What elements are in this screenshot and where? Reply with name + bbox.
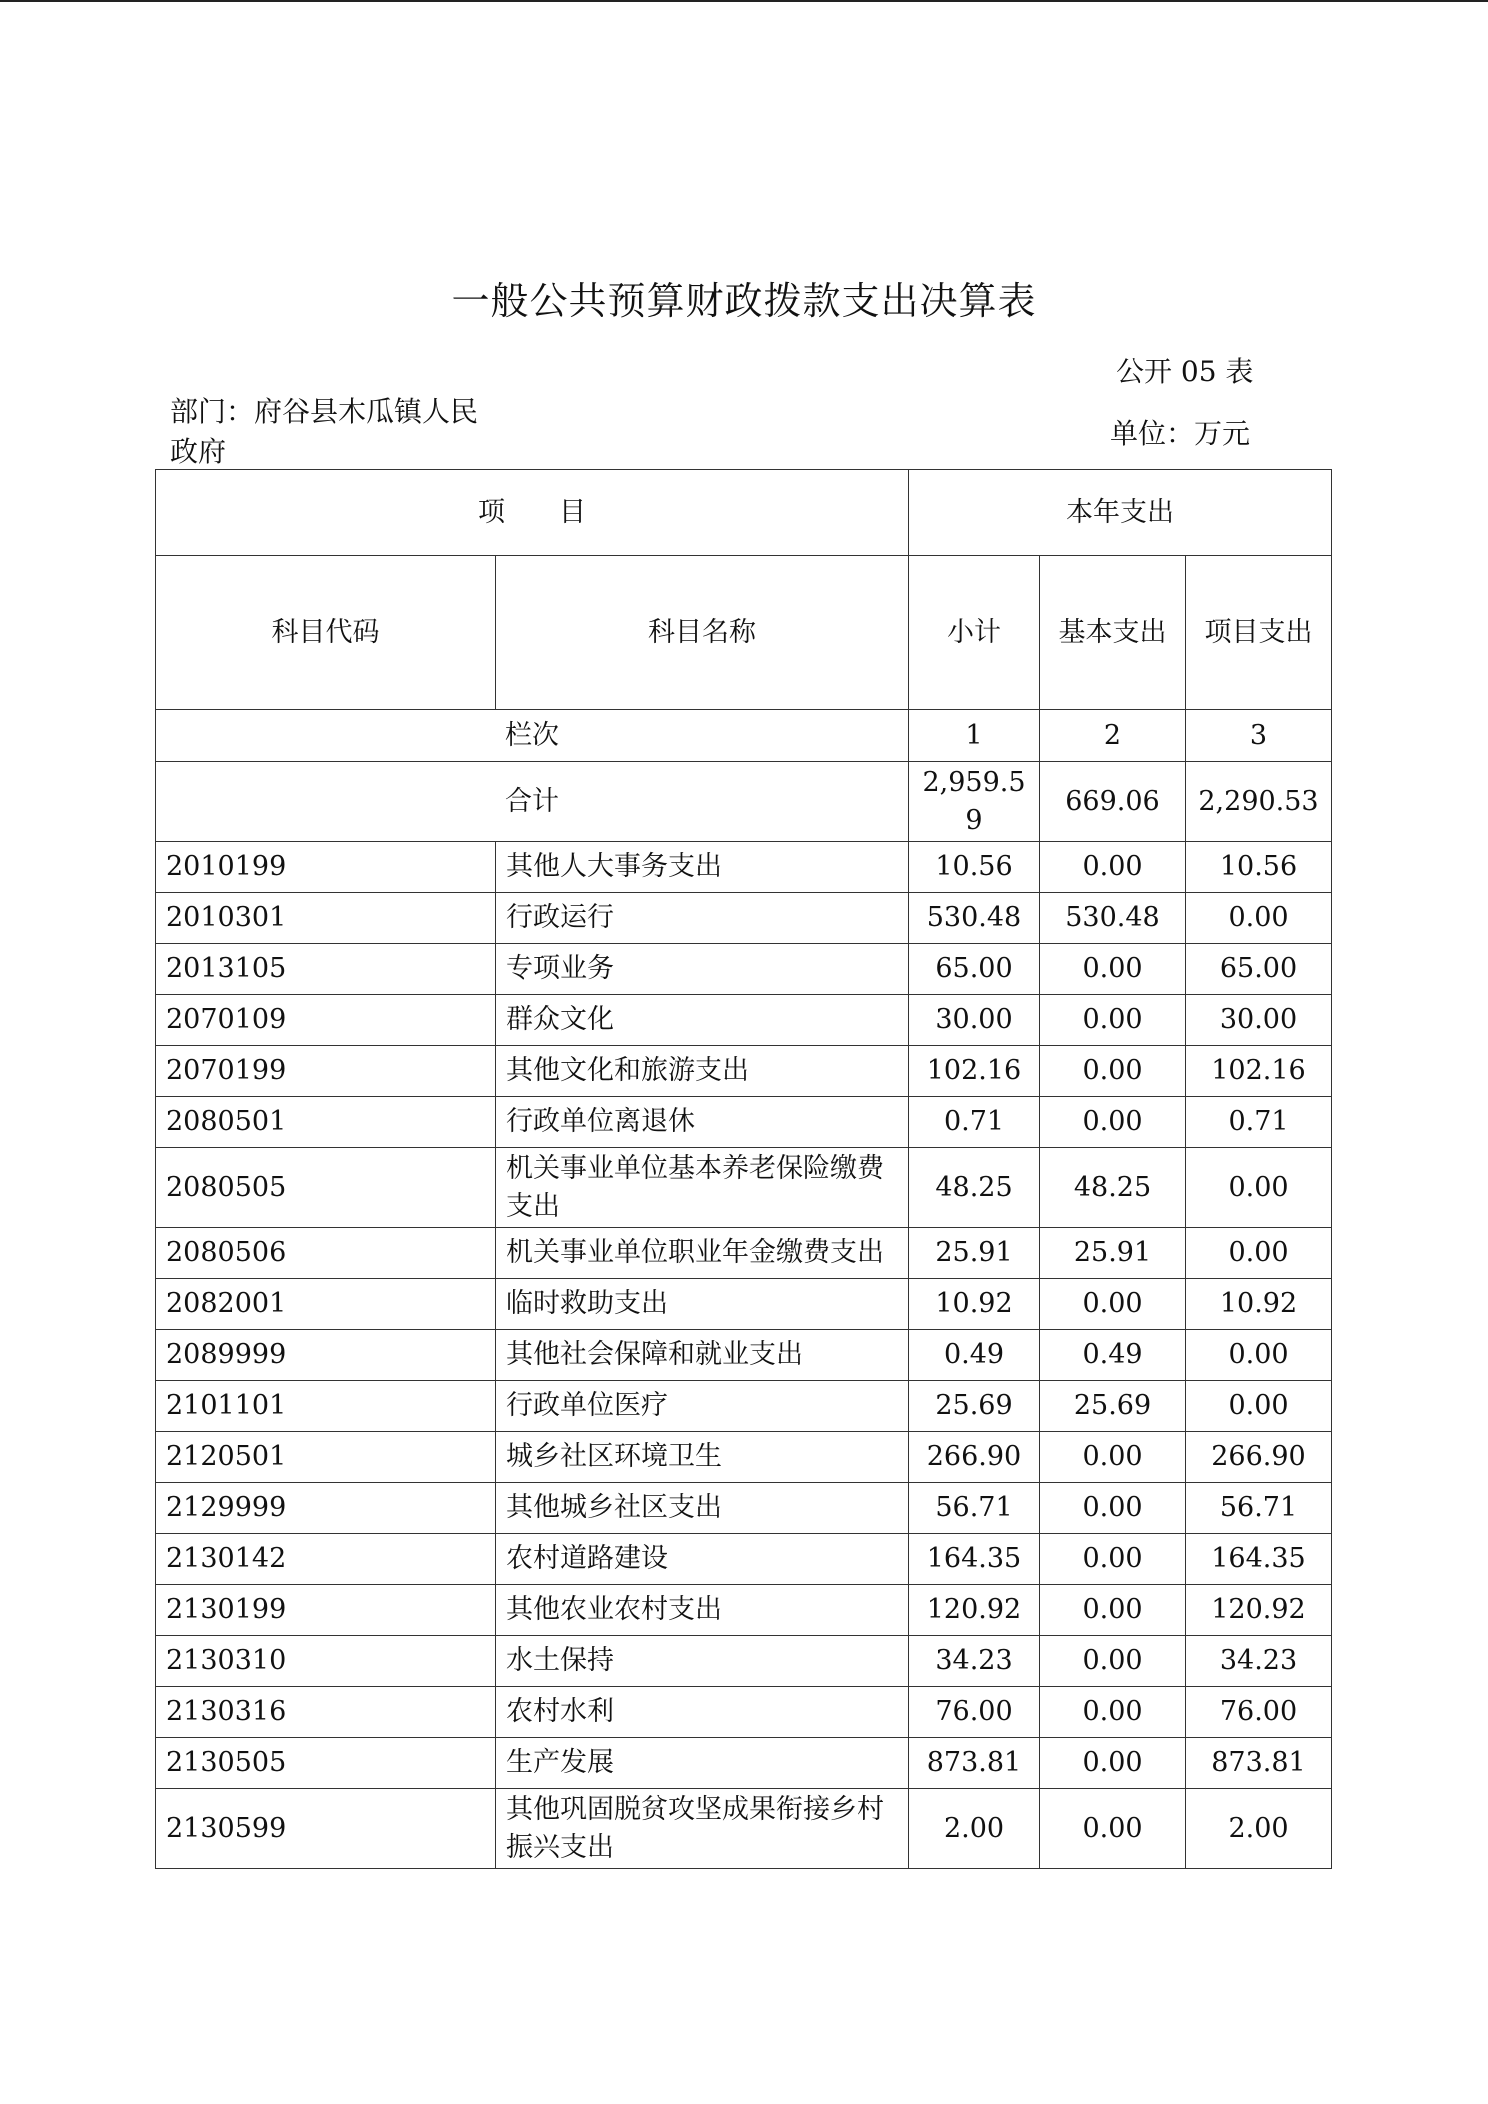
row-name: 专项业务 (496, 944, 909, 995)
row-code: 2070109 (156, 995, 496, 1046)
row-subtotal: 30.00 (909, 995, 1040, 1046)
row-code: 2010301 (156, 893, 496, 944)
row-project: 76.00 (1186, 1687, 1332, 1738)
table-row (156, 1534, 1332, 1585)
header-project: 项 目 (156, 470, 909, 556)
row-code: 2089999 (156, 1330, 496, 1381)
table-row (156, 1483, 1332, 1534)
row-basic: 0.00 (1040, 1738, 1186, 1789)
row-name: 行政运行 (496, 893, 909, 944)
row-project: 0.00 (1186, 893, 1332, 944)
form-number: 公开 05 表 (1116, 355, 1254, 388)
row-project: 0.71 (1186, 1097, 1332, 1148)
row-project: 10.56 (1186, 842, 1332, 893)
table-row (156, 944, 1332, 995)
table-row (156, 1687, 1332, 1738)
row-name: 其他文化和旅游支出 (496, 1046, 909, 1097)
table-row (156, 1228, 1332, 1279)
row-code: 2013105 (156, 944, 496, 995)
row-basic: 0.00 (1040, 1687, 1186, 1738)
table-row (156, 1636, 1332, 1687)
row-basic: 0.00 (1040, 1279, 1186, 1330)
table-row (156, 1330, 1332, 1381)
total-project: 2,290.53 (1186, 762, 1332, 842)
row-code: 2130310 (156, 1636, 496, 1687)
row-code: 2101101 (156, 1381, 496, 1432)
row-subtotal: 56.71 (909, 1483, 1040, 1534)
row-basic: 0.00 (1040, 995, 1186, 1046)
row-code: 2130316 (156, 1687, 496, 1738)
header-name: 科目名称 (496, 556, 909, 710)
row-project: 0.00 (1186, 1148, 1332, 1228)
row-name: 农村水利 (496, 1687, 909, 1738)
table-row (156, 1585, 1332, 1636)
row-basic: 25.91 (1040, 1228, 1186, 1279)
row-project: 266.90 (1186, 1432, 1332, 1483)
row-basic: 0.00 (1040, 1789, 1186, 1869)
row-subtotal: 10.56 (909, 842, 1040, 893)
row-code: 2080501 (156, 1097, 496, 1148)
row-name: 其他人大事务支出 (496, 842, 909, 893)
table-row (156, 1432, 1332, 1483)
row-project: 0.00 (1186, 1228, 1332, 1279)
row-basic: 0.00 (1040, 1046, 1186, 1097)
row-subtotal: 25.91 (909, 1228, 1040, 1279)
row-basic: 0.00 (1040, 1585, 1186, 1636)
row-project: 30.00 (1186, 995, 1332, 1046)
row-code: 2130599 (156, 1789, 496, 1869)
row-subtotal: 266.90 (909, 1432, 1040, 1483)
row-name: 行政单位医疗 (496, 1381, 909, 1432)
header-subtotal: 小计 (909, 556, 1040, 710)
table-row (156, 1279, 1332, 1330)
row-name: 群众文化 (496, 995, 909, 1046)
row-code: 2082001 (156, 1279, 496, 1330)
row-project: 65.00 (1186, 944, 1332, 995)
header-current-year: 本年支出 (909, 470, 1332, 556)
row-name: 其他农业农村支出 (496, 1585, 909, 1636)
department-label: 部门：府谷县木瓜镇人民政府 (170, 395, 479, 468)
column-index-row (156, 710, 1332, 762)
expenditure-table (155, 469, 1332, 1869)
row-code: 2130199 (156, 1585, 496, 1636)
row-code: 2120501 (156, 1432, 496, 1483)
row-subtotal: 873.81 (909, 1738, 1040, 1789)
row-basic: 0.00 (1040, 1534, 1186, 1585)
row-project: 164.35 (1186, 1534, 1332, 1585)
row-code: 2010199 (156, 842, 496, 893)
row-name: 机关事业单位基本养老保险缴费支出 (496, 1148, 909, 1228)
table-row (156, 1046, 1332, 1097)
row-name: 其他社会保障和就业支出 (496, 1330, 909, 1381)
header-basic: 基本支出 (1040, 556, 1186, 710)
row-basic: 530.48 (1040, 893, 1186, 944)
row-project: 873.81 (1186, 1738, 1332, 1789)
row-subtotal: 34.23 (909, 1636, 1040, 1687)
row-name: 临时救助支出 (496, 1279, 909, 1330)
table-row (156, 1381, 1332, 1432)
row-subtotal: 25.69 (909, 1381, 1040, 1432)
row-basic: 0.00 (1040, 1636, 1186, 1687)
row-name: 机关事业单位职业年金缴费支出 (496, 1228, 909, 1279)
row-name: 生产发展 (496, 1738, 909, 1789)
row-project: 34.23 (1186, 1636, 1332, 1687)
row-subtotal: 164.35 (909, 1534, 1040, 1585)
row-basic: 0.00 (1040, 944, 1186, 995)
row-project: 0.00 (1186, 1330, 1332, 1381)
row-code: 2130505 (156, 1738, 496, 1789)
row-project: 2.00 (1186, 1789, 1332, 1869)
header-row-2 (156, 556, 1332, 710)
column-index-3: 3 (1186, 710, 1332, 762)
row-project: 120.92 (1186, 1585, 1332, 1636)
page-title: 一般公共预算财政拨款支出决算表 (451, 279, 1037, 323)
row-subtotal: 530.48 (909, 893, 1040, 944)
row-subtotal: 10.92 (909, 1279, 1040, 1330)
row-basic: 25.69 (1040, 1381, 1186, 1432)
row-subtotal: 120.92 (909, 1585, 1040, 1636)
header-code: 科目代码 (156, 556, 496, 710)
total-basic: 669.06 (1040, 762, 1186, 842)
page-top-border (0, 0, 1488, 2)
row-name: 城乡社区环境卫生 (496, 1432, 909, 1483)
total-label: 合计 (156, 762, 909, 842)
row-basic: 0.49 (1040, 1330, 1186, 1381)
table-row (156, 1789, 1332, 1869)
row-name: 其他城乡社区支出 (496, 1483, 909, 1534)
row-code: 2130142 (156, 1534, 496, 1585)
column-index-1: 1 (909, 710, 1040, 762)
row-project: 10.92 (1186, 1279, 1332, 1330)
table-row (156, 1097, 1332, 1148)
row-project: 0.00 (1186, 1381, 1332, 1432)
unit-label: 单位：万元 (1110, 417, 1251, 450)
column-index-label: 栏次 (156, 710, 909, 762)
row-code: 2129999 (156, 1483, 496, 1534)
row-name: 水土保持 (496, 1636, 909, 1687)
table-row (156, 842, 1332, 893)
header-project-expense: 项目支出 (1186, 556, 1332, 710)
row-subtotal: 48.25 (909, 1148, 1040, 1228)
table-row (156, 995, 1332, 1046)
row-code: 2070199 (156, 1046, 496, 1097)
total-subtotal: 2,959.59 (909, 762, 1040, 842)
table-row (156, 1148, 1332, 1228)
row-name: 农村道路建设 (496, 1534, 909, 1585)
total-row (156, 762, 1332, 842)
row-subtotal: 0.49 (909, 1330, 1040, 1381)
row-subtotal: 2.00 (909, 1789, 1040, 1869)
row-name: 行政单位离退休 (496, 1097, 909, 1148)
row-name: 其他巩固脱贫攻坚成果衔接乡村振兴支出 (496, 1789, 909, 1869)
table-row (156, 1738, 1332, 1789)
row-basic: 0.00 (1040, 1483, 1186, 1534)
column-index-2: 2 (1040, 710, 1186, 762)
row-basic: 0.00 (1040, 1432, 1186, 1483)
row-code: 2080506 (156, 1228, 496, 1279)
row-project: 102.16 (1186, 1046, 1332, 1097)
table-row (156, 893, 1332, 944)
row-code: 2080505 (156, 1148, 496, 1228)
header-row-1 (156, 470, 1332, 556)
row-basic: 0.00 (1040, 1097, 1186, 1148)
row-subtotal: 0.71 (909, 1097, 1040, 1148)
row-project: 56.71 (1186, 1483, 1332, 1534)
row-subtotal: 65.00 (909, 944, 1040, 995)
row-subtotal: 76.00 (909, 1687, 1040, 1738)
row-basic: 0.00 (1040, 842, 1186, 893)
row-basic: 48.25 (1040, 1148, 1186, 1228)
row-subtotal: 102.16 (909, 1046, 1040, 1097)
